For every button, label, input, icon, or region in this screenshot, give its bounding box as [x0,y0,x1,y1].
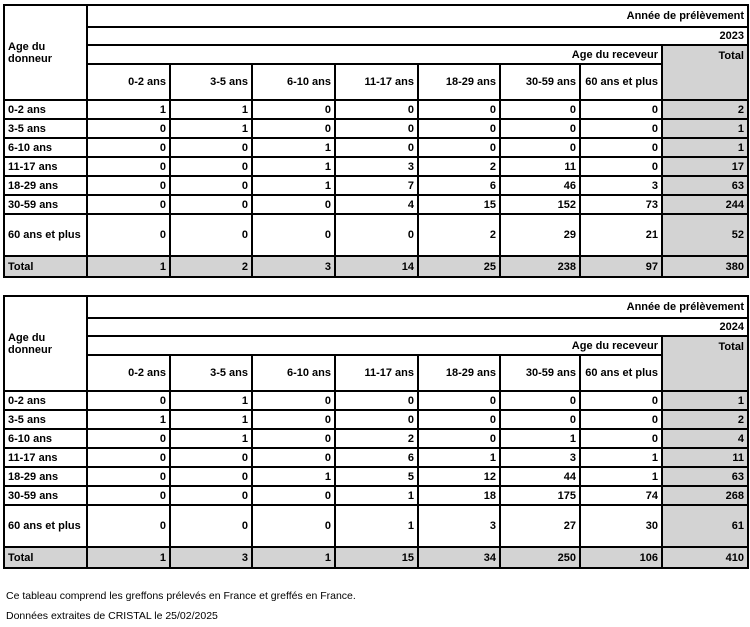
row-label: 30-59 ans [4,195,87,214]
table-row [4,505,748,547]
cell-value: 0 [335,214,418,256]
column-total: 106 [580,547,662,568]
column-header: 6-10 ans [252,355,335,391]
row-label: 60 ans et plus [4,505,87,547]
recipient-age-header: Age du receveur [87,336,662,355]
cell-value: 4 [335,195,418,214]
totals-row [4,256,748,277]
cell-value: 46 [500,176,580,195]
column-total: 238 [500,256,580,277]
column-total: 97 [580,256,662,277]
row-total: 4 [662,429,748,448]
cell-value: 6 [418,176,500,195]
cell-value: 0 [170,486,252,505]
cell-value: 73 [580,195,662,214]
cell-value: 0 [87,448,170,467]
donor-age-header: Age du donneur [4,296,87,391]
cell-value: 15 [418,195,500,214]
cell-value: 0 [500,138,580,157]
cell-value: 0 [252,486,335,505]
cell-value: 0 [87,157,170,176]
row-label: 11-17 ans [4,157,87,176]
cell-value: 0 [500,410,580,429]
cell-value: 0 [170,157,252,176]
cell-value: 1 [500,429,580,448]
footnote-source: Données extraites de CRISTAL le 25/02/2025 [6,610,218,622]
cell-value: 175 [500,486,580,505]
row-total: 63 [662,467,748,486]
cell-value: 1 [335,505,418,547]
cell-value: 0 [87,176,170,195]
row-label: 18-29 ans [4,467,87,486]
cell-value: 1 [580,467,662,486]
cell-value: 74 [580,486,662,505]
cell-value: 0 [87,467,170,486]
cell-value: 1 [170,119,252,138]
cell-value: 1 [170,391,252,410]
cell-value: 44 [500,467,580,486]
cell-value: 0 [87,486,170,505]
cell-value: 0 [418,410,500,429]
cell-value: 0 [500,100,580,119]
column-header: 11-17 ans [335,64,418,100]
column-header: 18-29 ans [418,355,500,391]
row-label: 3-5 ans [4,410,87,429]
column-header: 30-59 ans [500,64,580,100]
cell-value: 0 [580,138,662,157]
cell-value: 0 [580,119,662,138]
row-label: 0-2 ans [4,100,87,119]
column-total: 14 [335,256,418,277]
table-row [4,138,748,157]
table-2023 [3,4,749,278]
column-header: 0-2 ans [87,355,170,391]
row-total: 244 [662,195,748,214]
cell-value: 11 [500,157,580,176]
column-header: 11-17 ans [335,355,418,391]
cell-value: 1 [170,429,252,448]
column-total: 1 [252,547,335,568]
column-total: 25 [418,256,500,277]
column-total: 15 [335,547,418,568]
row-label: 60 ans et plus [4,214,87,256]
cell-value: 0 [252,119,335,138]
cell-value: 152 [500,195,580,214]
cell-value: 7 [335,176,418,195]
cell-value: 3 [580,176,662,195]
column-header: 30-59 ans [500,355,580,391]
table-row [4,119,748,138]
cell-value: 0 [500,119,580,138]
cell-value: 27 [500,505,580,547]
cell-value: 0 [418,429,500,448]
table-row [4,486,748,505]
cell-value: 3 [335,157,418,176]
table-row [4,448,748,467]
cell-value: 0 [87,138,170,157]
cell-value: 0 [252,195,335,214]
cell-value: 1 [335,486,418,505]
cell-value: 0 [87,505,170,547]
cell-value: 0 [170,214,252,256]
cell-value: 6 [335,448,418,467]
row-label: 18-29 ans [4,176,87,195]
year-header: 2023 [87,27,748,45]
cell-value: 1 [87,410,170,429]
cell-value: 0 [418,391,500,410]
totals-label: Total [4,547,87,568]
column-total: 34 [418,547,500,568]
donor-age-header: Age du donneur [4,5,87,100]
row-label: 0-2 ans [4,391,87,410]
row-total: 17 [662,157,748,176]
cell-value: 2 [418,157,500,176]
cell-value: 0 [252,391,335,410]
cell-value: 0 [170,467,252,486]
table-row [4,157,748,176]
cell-value: 1 [580,448,662,467]
cell-value: 0 [580,391,662,410]
cell-value: 0 [418,100,500,119]
cell-value: 0 [580,429,662,448]
cell-value: 0 [87,195,170,214]
row-total: 2 [662,410,748,429]
totals-label: Total [4,256,87,277]
cell-value: 0 [252,214,335,256]
cell-value: 0 [87,391,170,410]
cell-value: 0 [170,448,252,467]
cell-value: 0 [252,448,335,467]
grand-total: 380 [662,256,748,277]
cell-value: 1 [87,100,170,119]
cell-value: 0 [580,410,662,429]
cell-value: 0 [335,138,418,157]
table-row [4,467,748,486]
row-label: 6-10 ans [4,138,87,157]
cell-value: 0 [418,119,500,138]
cell-value: 0 [170,176,252,195]
cell-value: 1 [170,410,252,429]
column-header: 3-5 ans [170,355,252,391]
column-header: 3-5 ans [170,64,252,100]
cell-value: 0 [252,505,335,547]
cell-value: 0 [252,429,335,448]
cell-value: 3 [500,448,580,467]
cell-value: 12 [418,467,500,486]
cell-value: 0 [335,119,418,138]
column-total: 250 [500,547,580,568]
cell-value: 2 [418,214,500,256]
cell-value: 0 [170,195,252,214]
sample-year-header: Année de prélèvement [87,296,748,318]
cell-value: 0 [580,100,662,119]
column-total: 1 [87,256,170,277]
row-total: 52 [662,214,748,256]
table-row [4,100,748,119]
row-total: 63 [662,176,748,195]
cell-value: 18 [418,486,500,505]
column-total: 1 [87,547,170,568]
table-row [4,195,748,214]
year-header: 2024 [87,318,748,336]
cell-value: 0 [335,410,418,429]
cell-value: 1 [252,176,335,195]
grand-total: 410 [662,547,748,568]
cell-value: 29 [500,214,580,256]
column-total: 3 [170,547,252,568]
table-2024 [3,295,749,569]
cell-value: 0 [335,100,418,119]
cell-value: 3 [418,505,500,547]
column-header: 0-2 ans [87,64,170,100]
column-header: 6-10 ans [252,64,335,100]
row-total: 2 [662,100,748,119]
cell-value: 0 [580,157,662,176]
row-total: 1 [662,138,748,157]
cell-value: 30 [580,505,662,547]
footnote-scope: Ce tableau comprend les greffons prélevés en France et greffés en France. [6,590,356,602]
cell-value: 0 [170,505,252,547]
cell-value: 0 [87,214,170,256]
column-total: 3 [252,256,335,277]
sample-year-header: Année de prélèvement [87,5,748,27]
row-label: 3-5 ans [4,119,87,138]
row-total: 268 [662,486,748,505]
table-row [4,391,748,410]
row-total: 1 [662,391,748,410]
cell-value: 1 [170,100,252,119]
table-row [4,176,748,195]
row-label: 30-59 ans [4,486,87,505]
row-label: 6-10 ans [4,429,87,448]
cell-value: 0 [335,391,418,410]
cell-value: 5 [335,467,418,486]
total-column-header: Total [662,45,748,100]
cell-value: 21 [580,214,662,256]
table-row [4,410,748,429]
row-total: 11 [662,448,748,467]
cell-value: 1 [418,448,500,467]
row-total: 1 [662,119,748,138]
recipient-age-header: Age du receveur [87,45,662,64]
cell-value: 0 [252,410,335,429]
cell-value: 0 [418,138,500,157]
cell-value: 0 [252,100,335,119]
cell-value: 0 [170,138,252,157]
cell-value: 1 [252,157,335,176]
column-header: 60 ans et plus [580,64,662,100]
table-row [4,214,748,256]
table-row [4,429,748,448]
column-header: 18-29 ans [418,64,500,100]
cell-value: 0 [500,391,580,410]
row-total: 61 [662,505,748,547]
cell-value: 0 [87,429,170,448]
column-total: 2 [170,256,252,277]
column-header: 60 ans et plus [580,355,662,391]
totals-row [4,547,748,568]
cell-value: 0 [87,119,170,138]
cell-value: 1 [252,138,335,157]
total-column-header: Total [662,336,748,391]
cell-value: 2 [335,429,418,448]
row-label: 11-17 ans [4,448,87,467]
cell-value: 1 [252,467,335,486]
